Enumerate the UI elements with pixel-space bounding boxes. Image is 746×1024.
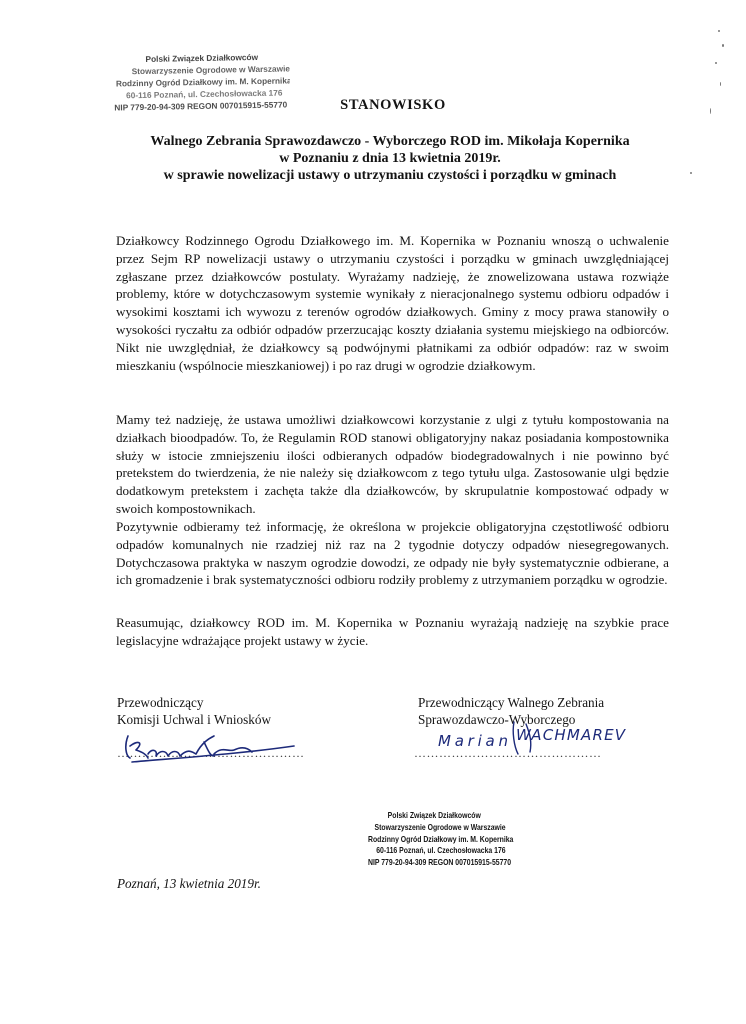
scan-speck	[722, 44, 724, 47]
scan-speck	[715, 62, 717, 64]
stamp-line: NIP 779-20-94-309 REGON 007015915-55770	[368, 857, 512, 868]
signatory-left-title-line: Przewodniczący	[117, 695, 204, 710]
scan-speck	[690, 172, 692, 174]
body-paragraph: Działkowcy Rodzinnego Ogrodu Działkowego im. M. Kopernika w Poznaniu wnoszą o uchwalenie przez Sejm RP nowelizacji ustawy o utrzymaniu czystości i porządku w gminach uwzględniającej zgłaszane przez działkowców postulaty. Wyrażamy nadzieję, że znowelizowana ustawa rozwiąże problemy, które w dotychczasowym systemie wynikały z nieracjonalnego systemu odbioru odpadów i wysokimi kosztami ich wywozu z terenów ogrodów działkowych. Gminy z mocy prawa stanowiły o wysokości ryczałtu za odbiór odpadów przerzucając koszty działania systemu miejskiego na odbiorców. Nikt nie uwzględniał, że działkowcy są podwójnymi płatnikami za odbiór odpadów: raz w swoim mieszkaniu (wspólnocie mieszkaniowej) i po raz drugi w ogrodzie działkowym.	[116, 233, 669, 373]
svg-text:Marian: Marian	[438, 732, 508, 750]
handwritten-signature-right	[434, 716, 634, 756]
signatory-left-title	[117, 694, 271, 728]
signatory-left-title-line: Komisji Uchwal i Wniosków	[117, 712, 271, 727]
stamp-line: Stowarzyszenie Ogrodowe w Warszawie	[374, 821, 506, 832]
body-paragraph: Mamy też nadzieję, że ustawa umożliwi działkowcowi korzystanie z ulgi z tytułu kompostowania na działkach bioodpadów. To, że Regulamin ROD stanowi obligatoryjny nakaz posiadania kompostownika służy w istocie zmniejszeniu ilości odbieranych odpadów biodegradowalnych i nie powinno być pretekstem do twierdzenia, że nie należy się działkowcom z tego tytułu ulga. Zastosowanie ulgi będzie dodatkowym pretekstem i zachęta także dla działkowców, by skrupulatnie kompostować odpady w swoich kompostownikach.	[116, 412, 669, 516]
subtitle-line: w Poznaniu z dnia 13 kwietnia 2019r.	[279, 151, 501, 166]
stamp-line: 60-116 Poznań, ul. Czechosłowacka 176	[376, 845, 506, 856]
organization-stamp-bottom	[368, 810, 528, 890]
stamp-line: Rodzinny Ogród Działkowy im. M. Kopernika	[368, 833, 514, 844]
body-paragraph: Reasumując, działkowcy ROD im. M. Kopernika w Poznaniu wyrażają nadzieję na szybkie prace legislacyjne wdrażające projekt ustawy w życie.	[116, 615, 669, 648]
signature-line-left: ………………………………………	[117, 746, 305, 760]
scan-speck	[718, 30, 720, 32]
svg-text:WACHMAREV: WACHMAREV	[516, 726, 626, 744]
signatory-right-title-line: Przewodniczący Walnego Zebrania	[418, 695, 605, 710]
svg-text:Polski Związek Działkowców: Polski Związek Działkowców	[145, 51, 259, 64]
place-and-date: Poznań, 13 kwietnia 2019r.	[117, 876, 261, 891]
svg-text:60-116 Poznań, ul. Czechosłowa: 60-116 Poznań, ul. Czechosłowacka 176	[126, 87, 283, 101]
signature-line-right: ………………………………………	[414, 746, 602, 760]
signatory-right-title-line: Sprawozdawczo-Wyborczego	[418, 712, 576, 727]
svg-text:Rodzinny Ogród Działkowy im. M: Rodzinny Ogród Działkowy im. M. Kopernika	[115, 75, 291, 89]
svg-text:NIP 779-20-94-309 REGON 007015: NIP 779-20-94-309 REGON 007015915-55770	[114, 99, 288, 113]
scan-speck	[710, 108, 711, 114]
stamp-line: Polski Związek Działkowców	[387, 810, 481, 820]
subtitle-line: w sprawie nowelizacji ustawy o utrzymaniu czystości i porządku w gminach	[163, 168, 617, 183]
document-title: STANOWISKO	[340, 97, 446, 113]
scan-speck	[720, 82, 721, 86]
svg-text:Stowarzyszenie Ogrodowe w Wars: Stowarzyszenie Ogrodowe w Warszawie	[131, 63, 291, 77]
subtitle-line: Walnego Zebrania Sprawozdawczo - Wyborczego ROD im. Mikołaja Kopernika	[150, 134, 630, 149]
handwritten-signature-left	[118, 728, 298, 770]
body-paragraph: Pozytywnie odbieramy też informację, że określona w projekcie obligatoryjna częstotliwość odbioru odpadów komunalnych nie rzadziej niż raz na 2 tygodnie dotyczy odpadów niesegregowanych. Dotychczasowa praktyka w naszym ogrodzie dowodzi, ze odpady nie były systematycznie odbierane, a ich gromadzenie i brak systematyczności odbioru rodziły problemy z utrzymaniem porządku w ogrodzie.	[116, 519, 669, 588]
